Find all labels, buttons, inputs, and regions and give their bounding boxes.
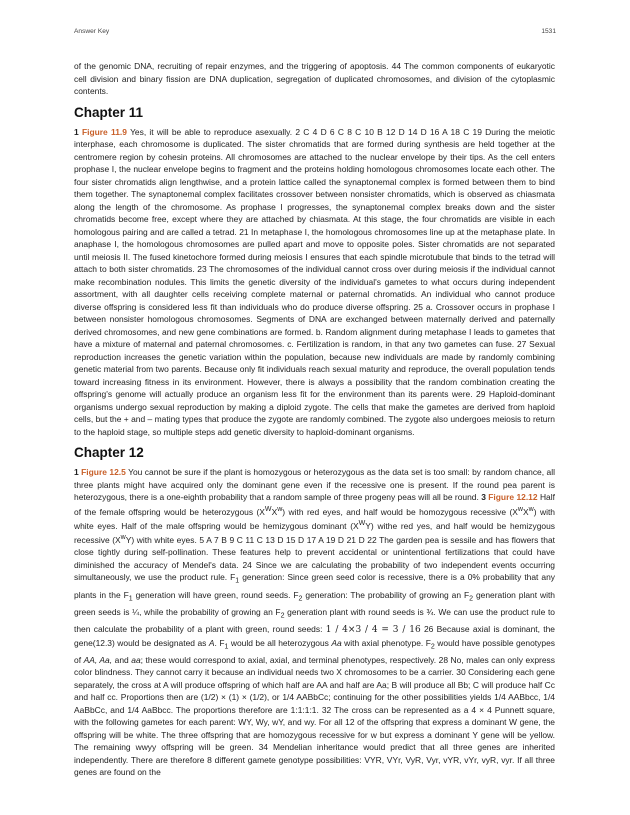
- answer-text: generation: The probability of growing an F: [302, 589, 470, 600]
- gene-symbol: AA, Aa,: [83, 654, 113, 665]
- answer-text: ) with red eyes, and half would be homozygous recessive (X: [282, 506, 518, 517]
- answer-text: generation plant with round seeds is ¾. We can use the product rule to then calculate the probability of a plant with green, round seeds:: [74, 606, 555, 634]
- answer-text: . F: [214, 637, 225, 648]
- subscript: 1: [224, 643, 229, 651]
- superscript: w: [517, 505, 523, 513]
- answer-text: generation plant with green seeds is ¼, while the probability of growing an F: [74, 589, 555, 617]
- answer-text: generation will have green, round seeds. F: [132, 589, 299, 600]
- probability-formula: 1 / 4×3 / 4 = 3 / 16: [325, 625, 421, 635]
- answer-text: 26 Because axial is dominant, the gene(12.3) would be designated as: [74, 624, 556, 648]
- gene-symbol: aa: [131, 654, 141, 665]
- answer-text: and: [112, 654, 132, 665]
- answer-text: X: [523, 506, 529, 517]
- answer-text: X: [271, 506, 278, 517]
- answer-number: 1: [74, 126, 79, 137]
- chapter-11-text: Yes, it will be able to reproduce asexually. 2 C 4 D 6 C 8 C 10 B 12 D 14 D 16 A 18 C 19 During the meiotic interphase, each chromosome is duplicated. The sister chromatids that are formed during synthesis are held together at the centromere region by cohesin proteins. All chromosomes are attached to the nuclear envelope by their tips. As the cell enters prophase I, the nuclear envelope begins to fragment and the proteins holding homologous chromosomes locate each other. The four sister chromatids align lengthwise, and a protein lattice called the synaptonemal complex is formed between them to bind them together. The synaptonemal complex facilitates crossover between nonsister chromatids, which is observed as chiasmata along the length of the chromosome. As prophase I progresses, the synaptonemal complex breaks down and the sister chromatids become free, except where they are attached by chiasmata. At this stage, the four chromatids are visible in each homologous pairing and are called a tetrad. 21 In metaphase I, the homologous chromosomes line up at the metaphase plate. In anaphase I, the homologous chromosomes are pulled apart and move to opposite poles. Sister chromatids are not separated until meiosis II. The fused kinetochore formed during meiosis I ensures that each spindle microtubule that binds to the tetrad will attach to both sister chromatids. 23 The chromosomes of the individual cannot cross over during meiosis if the individual cannot make recombination nodules. This limits the genetic diversity of the individual's gametes to what occurs during independent assortment, with all daughter cells receiving complete maternal or paternal chromatids. An individual who cannot produce diverse offspring is considered less fit than individuals who do produce diverse offspring. 25 a. Crossover occurs in prophase I between nonsister homologous chromosomes. Segments of DNA are exchanged between maternally derived and paternally derived chromosomes, and new gene combinations are formed. b. Random alignment during metaphase I leads to gametes that have a mixture of maternal and paternal chromosomes. c. Fertilization is random, in that any two gametes can fuse. 27 Sexual reproduction increases the genetic variation within the population, because new individuals are made by randomly combining genetic material from two parents. Because only fit individuals reach sexual maturity and reproduce, the overall population tends toward increasing fitness in its environment. However, there is always a possibility that the random combination creating the offspring's genome will actually produce an organism less fit for the environment than its parents were. 29 Haploid-dominant organisms undergo sexual reproduction by making a diploid zygote. The cells that make the gametes are derived from haploid cells, but the + and – mating types that produce the zygote are randomly combined. The zygote also undergoes meiosis to return to the haploid stage, so multiple steps add genetic diversity to haploid-dominant organisms.: [74, 126, 555, 437]
- gene-symbol: A: [208, 637, 215, 648]
- page-number: 1531: [541, 28, 556, 35]
- answer-text: ; these would correspond to axial, axial, and terminal phenotypes, respectively. 28 No, males can only express color blindness. They cannot carry it because an individual needs two X chromosomes to be a carrier. 30 Considering each gene separately, the cross at A will produce offspring of which half are AA and half are Aa; B will produce all Bb; C will produce half Cc and half cc. Proportions then are (1/2) × (1) × (1/2), or 1/4 AABbCc; continuing for the other possibilities yields 1/4 AABbcc, 1/4 AaBbCc, and 1/4 AaBbcc. The proportions therefore are 1:1:1:1. 32 The cross can be represented as a 4 × 4 Punnett square, with the following gametes for each parent: WY, Wy, wY, and wy. For all 12 of the offspring that express a dominant W gene, the offspring will be white. The three offspring that are homozygous recessive for w but express a dominant Y gene will be yellow. The remaining wwyy offspring will be green. 34 Mendelian inheritance would predict that all three genes are inherited independently. There are therefore 8 different gamete genotype possibilities: VYR, VYr, VyR, Vyr, vYR, vYr, vyR, vyr. If all three genes are found on the: [74, 654, 555, 778]
- chapter-11-answers: [74, 126, 555, 439]
- answer-number: 3: [481, 492, 486, 502]
- subscript: 1: [235, 578, 240, 586]
- chapter-12-heading: Chapter 12: [74, 445, 144, 460]
- answer-text: Y) with white eyes. 5 A 7 B 9 C 11 C 13 D 15 D 17 A 19 D 21 D 22 The garden pea is sessile and has flowers that close tightly during self-pollination. These features help to prevent accidental or unintentional fertilizations that could have diminished the accuracy of Mendel's data. 24 Since we are calculating the probability of two independent events occurring simultaneously, we use the product rule. F: [74, 534, 555, 583]
- document-body: [74, 60, 555, 779]
- subscript: 2: [469, 595, 474, 603]
- figure-12-5-link[interactable]: Figure 12.5: [81, 467, 126, 477]
- superscript: w: [277, 505, 283, 513]
- answer-text: ) with white eyes. Half of the male offspring would be hemizygous dominant (X: [74, 506, 555, 531]
- answer-text: would have possible genotypes of: [74, 637, 555, 665]
- superscript: w: [528, 505, 534, 513]
- superscript: w: [120, 534, 126, 542]
- answer-text: Y) withe red yes, and half would be hemizygous recessive (X: [74, 520, 555, 545]
- chapter-12-answers: [74, 466, 555, 779]
- gene-symbol: Aa: [331, 637, 342, 648]
- intro-paragraph: of the genomic DNA, recruiting of repair enzymes, and the triggering of apoptosis. 44 The common components of eukaryotic cell division and binary fission are DNA duplication, segregation of duplicated chromosomes, and division of the cytoplasmic contents.: [74, 61, 555, 96]
- superscript: W: [358, 519, 366, 527]
- subscript: 2: [430, 643, 435, 651]
- header-title: Answer Key: [74, 28, 110, 35]
- answer-text: generation: Since green seed color is recessive, there is a 0% probability that any plants in the F: [74, 572, 555, 600]
- answer-number: 1: [74, 467, 79, 477]
- figure-11-9-link[interactable]: Figure 11.9: [81, 126, 127, 137]
- chapter-11-heading: Chapter 11: [74, 104, 144, 120]
- subscript: 1: [128, 595, 133, 603]
- answer-text: would be all heterozygous: [228, 637, 332, 648]
- running-header: [74, 28, 556, 35]
- figure-12-12-link[interactable]: Figure 12.12: [488, 492, 538, 502]
- subscript: 2: [298, 595, 303, 603]
- answer-text: Half of the female offspring would be heterozygous (X: [74, 492, 555, 517]
- answer-text: with axial phenotype. F: [341, 637, 431, 648]
- answer-text: You cannot be sure if the plant is homozygous or heterozygous as the data set is too small: by random chance, all three plants might have acquired only the dominant gene even if the recessive one is present. If the round pea parent is heterozygous, there is a one-eighth probability that a random sample of three progeny peas will all be round.: [74, 467, 555, 502]
- subscript: 2: [280, 612, 285, 620]
- superscript: W: [264, 505, 272, 513]
